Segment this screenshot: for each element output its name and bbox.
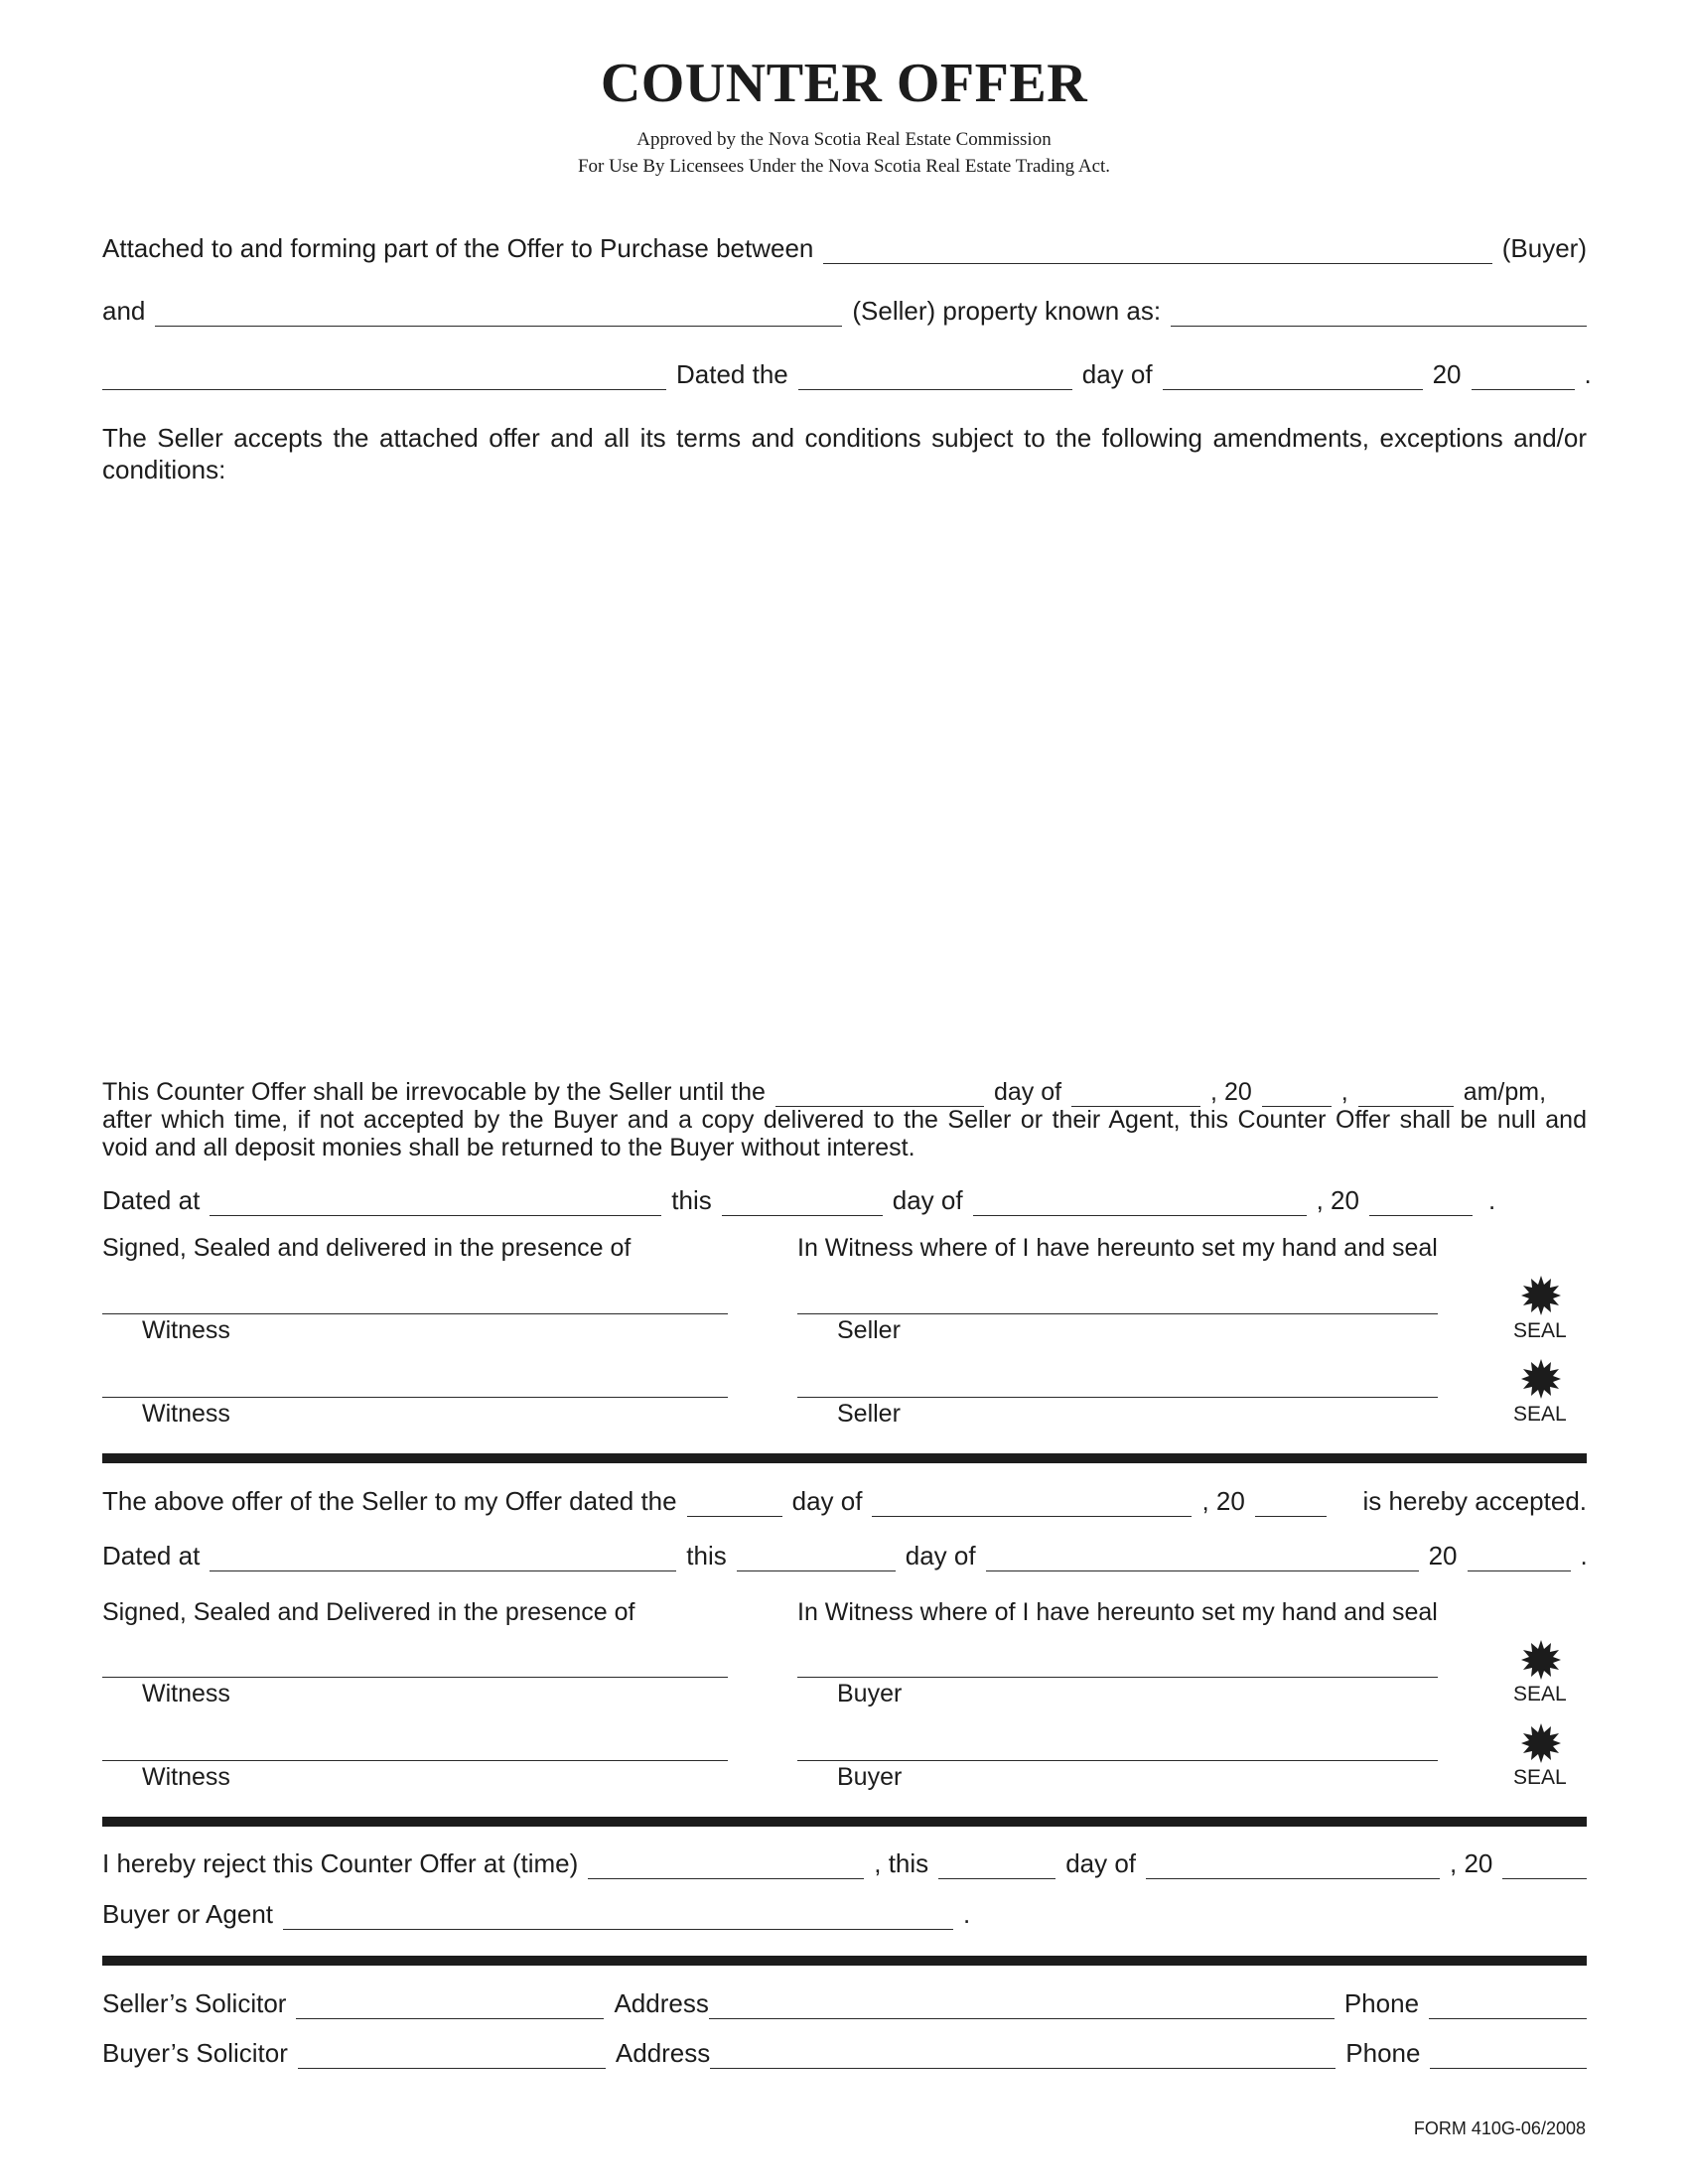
dated-row — [102, 359, 1592, 390]
buyer-2-label: Buyer — [837, 1763, 903, 1791]
seller-dated-at-label: Dated at — [102, 1185, 201, 1215]
dated-day-field[interactable] — [798, 365, 1072, 390]
buyer-twenty: 20 — [1428, 1541, 1458, 1570]
buyer-accept-twenty: , 20 — [1201, 1486, 1245, 1516]
parties-row — [102, 233, 1587, 264]
seller-solicitor-field[interactable] — [296, 1994, 604, 2019]
seller-name-field[interactable] — [155, 302, 842, 327]
property-field-cont[interactable] — [102, 365, 666, 390]
buyer-solicitor-label: Buyer’s Solicitor — [102, 2038, 288, 2068]
buyer-year-field[interactable] — [1468, 1547, 1571, 1571]
buyer-1-label: Buyer — [837, 1680, 903, 1707]
seller-dated-row — [102, 1185, 1587, 1216]
year-prefix: 20 — [1432, 359, 1462, 389]
form-number: FORM 410G-06/2008 — [1413, 2118, 1586, 2138]
seller-row — [102, 296, 1587, 327]
buyer-day-of-label: day of — [905, 1541, 976, 1570]
property-field[interactable] — [1171, 302, 1587, 327]
reject-day-of-label: day of — [1065, 1848, 1137, 1878]
buyer-agent-signature-field[interactable] — [283, 1905, 953, 1930]
buyer-solicitor-phone-label: Phone — [1345, 2038, 1421, 2068]
irrevocable-time-field[interactable] — [1358, 1084, 1454, 1107]
buyer-day-field[interactable] — [737, 1547, 896, 1571]
acceptance-text: The Seller accepts the attached offer and all its terms and conditions subject to the following amendments, exceptions and/or conditions: — [102, 423, 1587, 484]
seller-comma20: , 20 — [1316, 1185, 1359, 1215]
irrevocable-year-field[interactable] — [1262, 1084, 1332, 1107]
reject-time-field[interactable] — [588, 1854, 864, 1879]
seal-label: SEAL — [1513, 1403, 1567, 1426]
seal-icon — [1521, 1640, 1561, 1680]
seller-solicitor-label: Seller’s Solicitor — [102, 1988, 287, 2018]
buyer-dated-at-label: Dated at — [102, 1541, 201, 1570]
hereby-accepted-label: is hereby accepted. — [1362, 1486, 1587, 1516]
seller-1-signature-line[interactable] — [797, 1313, 1438, 1314]
period: . — [1584, 359, 1592, 389]
irrevocable-line-2: after which time, if not accepted by the Buyer and a copy delivered to the Seller or their Agent, this Counter Offer shall be null and — [102, 1106, 1587, 1134]
reject-row — [102, 1848, 1587, 1879]
buyer-witness-2-line[interactable] — [102, 1760, 728, 1761]
seller-solicitor-address-label: Address — [614, 1988, 709, 2018]
offer-dated-year-field[interactable] — [1255, 1492, 1327, 1517]
seller-day-field[interactable] — [722, 1191, 883, 1216]
seal-icon — [1521, 1359, 1561, 1399]
buyer-solicitor-field[interactable] — [298, 2044, 606, 2069]
buyer-in-witness-label: In Witness where of I have hereunto set my hand and seal — [797, 1598, 1438, 1626]
day-of-label: day of — [1081, 359, 1153, 389]
seller-month-field[interactable] — [973, 1191, 1307, 1216]
irrevocable-comma: , — [1340, 1078, 1348, 1106]
form-title: COUNTER OFFER — [600, 53, 1088, 114]
section-divider — [102, 1817, 1587, 1827]
seller-2-signature-line[interactable] — [797, 1397, 1438, 1398]
seller-witness-1-label: Witness — [142, 1316, 230, 1344]
seller-year-field[interactable] — [1369, 1191, 1473, 1216]
dated-year-field[interactable] — [1472, 365, 1575, 390]
buyer-dated-place-field[interactable] — [210, 1547, 676, 1571]
buyer-label: (Buyer) — [1501, 233, 1587, 263]
seller-solicitor-phone-label: Phone — [1343, 1988, 1420, 2018]
seller-period: . — [1487, 1185, 1496, 1215]
section-divider — [102, 1956, 1587, 1966]
section-divider — [102, 1453, 1587, 1463]
seller-property-label: (Seller) property known as: — [852, 296, 1162, 326]
irrevocable-month-field[interactable] — [1071, 1084, 1200, 1107]
buyer-solicitor-address-label: Address — [615, 2038, 711, 2068]
reject-month-field[interactable] — [1146, 1854, 1440, 1879]
seal-label: SEAL — [1513, 1319, 1567, 1342]
seller-witness-2-label: Witness — [142, 1400, 230, 1428]
buyer-period: . — [1580, 1541, 1588, 1570]
buyer-solicitor-address-field[interactable] — [710, 2044, 1336, 2069]
reject-label: I hereby reject this Counter Offer at (time) — [102, 1848, 579, 1878]
dated-month-field[interactable] — [1163, 365, 1423, 390]
offer-dated-month-field[interactable] — [872, 1492, 1192, 1517]
irrevocable-label: This Counter Offer shall be irrevocable by the Seller until the — [102, 1078, 766, 1106]
buyer-dated-row — [102, 1541, 1587, 1571]
reject-this-label: , this — [874, 1848, 929, 1878]
seller-dated-place-field[interactable] — [210, 1191, 661, 1216]
irrevocable-row — [102, 1078, 1587, 1107]
seller-solicitor-address-field[interactable] — [709, 1994, 1335, 2019]
irrevocable-line-3: void and all deposit monies shall be returned to the Buyer without interest. — [102, 1134, 915, 1161]
buyer-witness-1-label: Witness — [142, 1680, 230, 1707]
seal-label: SEAL — [1513, 1766, 1567, 1789]
buyer-witness-1-line[interactable] — [102, 1677, 728, 1678]
buyer-signed-presence-label: Signed, Sealed and Delivered in the presence of — [102, 1598, 635, 1626]
buyer-or-agent-label: Buyer or Agent — [102, 1899, 273, 1929]
seller-witness-1-line[interactable] — [102, 1313, 728, 1314]
reject-day-field[interactable] — [938, 1854, 1055, 1879]
buyer-name-field[interactable] — [823, 239, 1491, 264]
buyer-accept-label: The above offer of the Seller to my Offer dated the — [102, 1486, 677, 1516]
offer-dated-day-field[interactable] — [687, 1492, 782, 1517]
approval-line: Approved by the Nova Scotia Real Estate Commission — [636, 129, 1052, 150]
and-label: and — [102, 296, 146, 326]
buyer-solicitor-phone-field[interactable] — [1430, 2044, 1587, 2069]
buyer-agent-row — [102, 1899, 1587, 1930]
irrevocable-day-of: day of — [993, 1078, 1062, 1106]
ampm-label: am/pm, — [1463, 1078, 1547, 1106]
seller-solicitor-phone-field[interactable] — [1429, 1994, 1587, 2019]
buyer-accept-row — [102, 1486, 1587, 1517]
buyer-2-signature-line[interactable] — [797, 1760, 1438, 1761]
buyer-month-field[interactable] — [986, 1547, 1419, 1571]
reject-year-field[interactable] — [1502, 1854, 1587, 1879]
seller-1-label: Seller — [837, 1316, 901, 1344]
seller-in-witness-label: In Witness where of I have hereunto set my hand and seal — [797, 1234, 1438, 1262]
seller-solicitor-row — [102, 1988, 1587, 2019]
reject-twenty: , 20 — [1450, 1848, 1493, 1878]
seller-witness-2-line[interactable] — [102, 1397, 728, 1398]
conditions-area[interactable] — [102, 496, 1587, 1072]
irrevocable-day-field[interactable] — [775, 1084, 984, 1107]
dated-the-label: Dated the — [676, 359, 788, 389]
seller-day-of-label: day of — [892, 1185, 963, 1215]
offer-attached-label: Attached to and forming part of the Offer to Purchase between — [102, 233, 814, 263]
seller-2-label: Seller — [837, 1400, 901, 1428]
buyer-witness-2-label: Witness — [142, 1763, 230, 1791]
seller-signed-presence-label: Signed, Sealed and delivered in the presence of — [102, 1234, 632, 1262]
buyer-accept-day-of: day of — [791, 1486, 863, 1516]
seal-label: SEAL — [1513, 1683, 1567, 1706]
buyer-this-label: this — [686, 1541, 727, 1570]
usage-line: For Use By Licensees Under the Nova Scotia Real Estate Trading Act. — [577, 156, 1111, 177]
seal-icon — [1521, 1723, 1561, 1763]
buyer-solicitor-row — [102, 2038, 1587, 2069]
seller-this-label: this — [671, 1185, 712, 1215]
seal-icon — [1521, 1276, 1561, 1315]
reject-period: . — [963, 1899, 971, 1929]
buyer-1-signature-line[interactable] — [797, 1677, 1438, 1678]
irrevocable-twenty: , 20 — [1210, 1078, 1252, 1106]
